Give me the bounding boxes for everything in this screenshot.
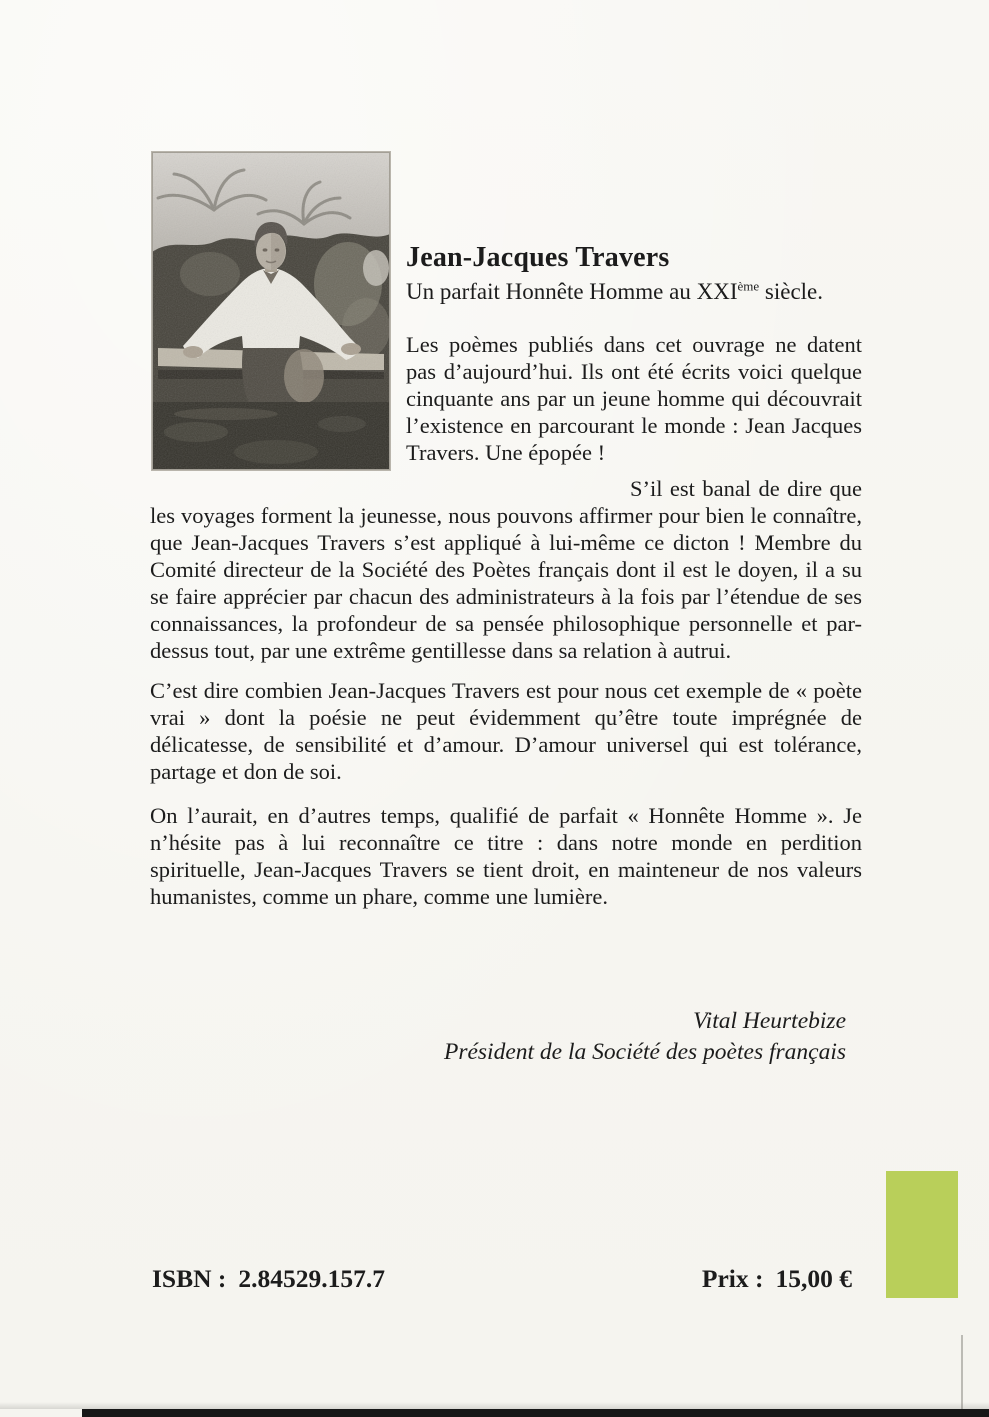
scan-right-edge — [961, 1335, 963, 1409]
footer-row — [152, 1264, 852, 1294]
blurb-paragraph-4: On l’aurait, en d’autres temps, qualifié de parfait « Honnête Homme ». Je n’hésite pas à lui reconnaître ce titre : dans notre monde en perdition spirituelle, Jean-Jacques Travers se tient droit, en mainteneur de nos valeurs humanistes, comme un phare, comme une lumière. — [150, 803, 862, 909]
price-value: 15,00 € — [775, 1264, 852, 1293]
isbn — [152, 1264, 385, 1294]
book-title: Jean-Jacques Travers — [406, 242, 670, 273]
blurb-paragraph-2: S’il est banal de dire que les voyages forment la jeunesse, nous pouvons affirmer pour bien le connaître, que Jean-Jacques Travers s’est appliqué à lui-même ce dicton ! Membre du Comité directeur de la Société des Poètes français dont il est le doyen, il a su se faire apprécier par chacun des administrateurs à la fois par l’étendue de ses connaissances, la profondeur de sa pensée philosophique personnelle et par-dessus tout, par une extrême gentillesse dans sa relation à autrui. — [150, 476, 862, 663]
signature-role: Président de la Société des poètes français — [443, 1039, 846, 1065]
book-subtitle-end: siècle. — [759, 279, 823, 304]
book-subtitle-main: Un parfait Honnête Homme au XXI — [406, 279, 738, 304]
accent-green-block — [886, 1171, 958, 1298]
author-photo-illustration — [152, 152, 390, 470]
signature-name: Vital Heurtebize — [693, 1008, 846, 1034]
scan-bottom-edge — [82, 1409, 989, 1417]
signature-block — [150, 1006, 862, 1068]
blurb-paragraph-3: C’est dire combien Jean-Jacques Travers est pour nous cet exemple de « poète vrai » dont la poésie ne peut évidemment qu’être toute imprégnée de délicatesse, de sensibilité et d’amour. D’amour universel qui est tolérance, partage et don de soi. — [150, 678, 862, 784]
price — [702, 1264, 852, 1294]
blurb-column — [150, 150, 862, 1068]
price-label: Prix : — [701, 1264, 764, 1293]
book-subtitle-superscript: ème — [737, 278, 760, 294]
isbn-label: ISBN : — [152, 1264, 227, 1293]
blurb-paragraph-1: Les poèmes publiés dans cet ouvrage ne datent pas d’aujourd’hui. Ils ont été écrits voici quelque cinquante ans par un jeune homme qui découvrait l’existence en parcourant le monde : Jean Jacques Travers. Une épopée ! — [406, 332, 862, 465]
scan-bottom-shadow — [0, 1402, 989, 1409]
isbn-value: 2.84529.157.7 — [238, 1264, 386, 1293]
author-photo — [152, 152, 390, 470]
